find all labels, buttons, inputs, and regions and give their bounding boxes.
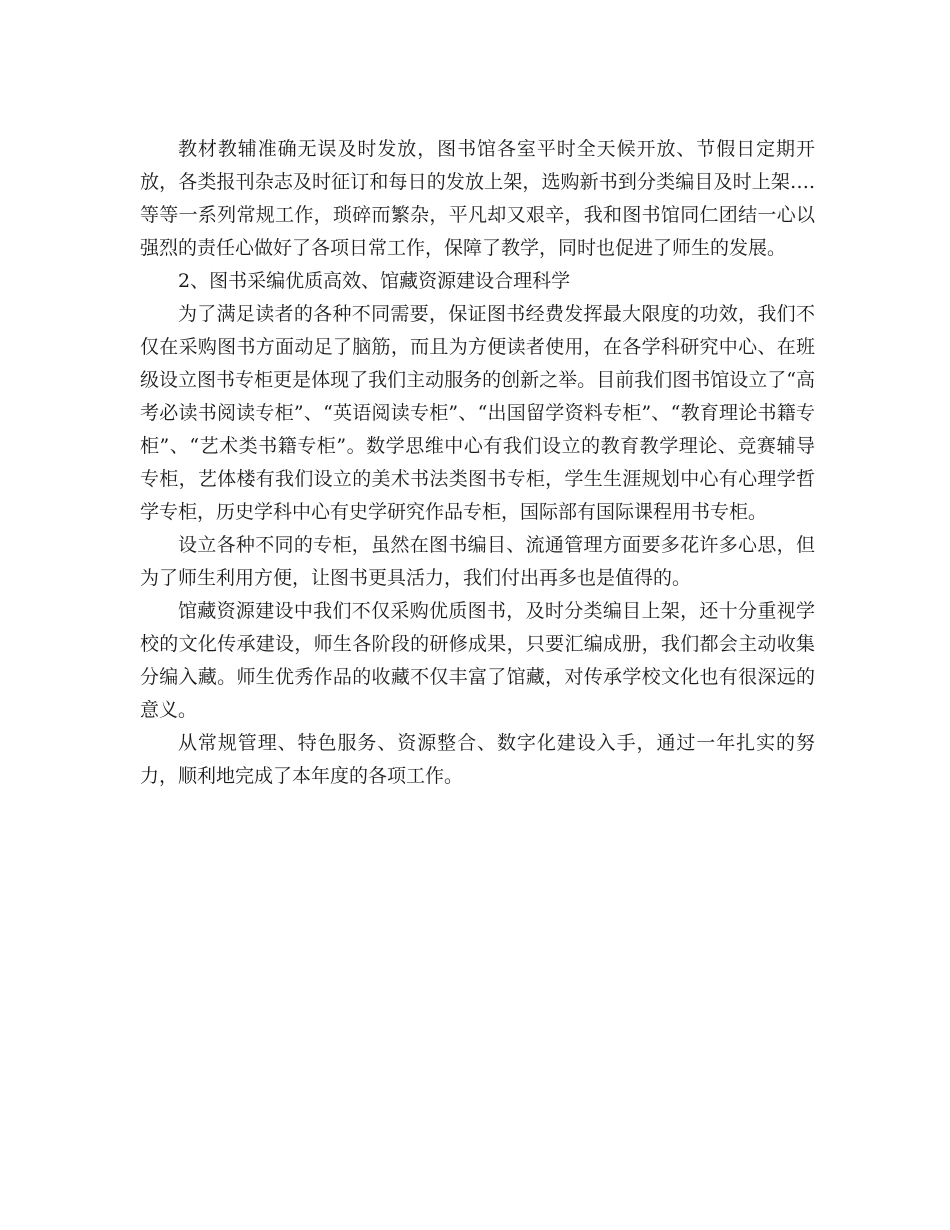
- section-heading-acquisition: 2、图书采编优质高效、馆藏资源建设合理科学: [178, 270, 571, 292]
- paragraph-routine-work: 教材教辅准确无误及时发放，图书馆各室平时全天候开放、节假日定期开放，各类报刊杂志及时征订和每日的发放上架，选购新书到分类编目及时上架….等等一系列常规工作，琐碎而繁杂，平凡却又艰辛，我和图书馆同仁团结一心以强烈的责任心做好了各项日常工作，保障了教学，同时也促进了师生的发展。: [140, 138, 815, 259]
- paragraph-special-collections: 为了满足读者的各种不同需要，保证图书经费发挥最大限度的功效，我们不仅在采购图书方面动足了脑筋，而且为方便读者使用，在各学科研究中心、在班级设立图书专柜更是体现了我们主动服务的创新之举。目前我们图书馆设立了“高考必读书阅读专柜”、“英语阅读专柜”、“出国留学资料专柜”、“教育理论书籍专柜”、“艺术类书籍专柜”。数学思维中心有我们设立的教育教学理论、竞赛辅导专柜，艺体楼有我们设立的美术书法类图书专柜，学生生涯规划中心有心理学哲学专柜，历史学科中心有史学研究作品专柜，国际部有国际课程用书专柜。: [140, 303, 815, 523]
- paragraph-summary: 从常规管理、特色服务、资源整合、数字化建设入手，通过一年扎实的努力，顺利地完成了本年度的各项工作。: [140, 732, 815, 787]
- paragraph-collection-effort: 设立各种不同的专柜，虽然在图书编目、流通管理方面要多花许多心思，但为了师生利用方便，让图书更具活力，我们付出再多也是值得的。: [140, 534, 815, 589]
- document-body: [140, 133, 815, 793]
- paragraph-heritage-collection: 馆藏资源建设中我们不仅采购优质图书，及时分类编目上架，还十分重视学校的文化传承建设，师生各阶段的研修成果，只要汇编成册，我们都会主动收集分编入藏。师生优秀作品的收藏不仅丰富了馆藏，对传承学校文化也有很深远的意义。: [140, 600, 815, 721]
